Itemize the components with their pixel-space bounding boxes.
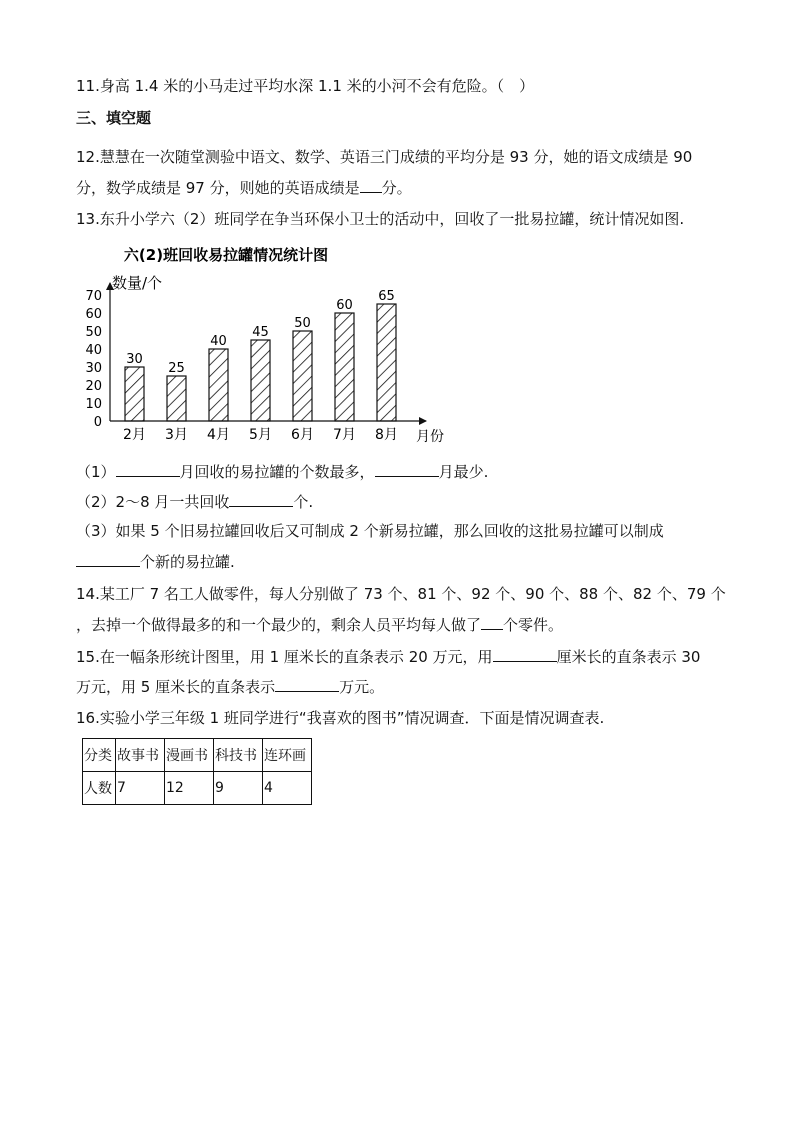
section-title: 三、填空题 bbox=[76, 109, 152, 127]
chart-bar bbox=[209, 349, 228, 421]
question-15-line1: 15.在一幅条形统计图里，用 1 厘米长的直条表示 20 万元，用 厘米长的直条表示 30 bbox=[76, 648, 701, 666]
chart-bar bbox=[167, 376, 186, 421]
table-cell: 12 bbox=[165, 772, 214, 805]
question-13-part2: （2）2～8 月一共回收 个. bbox=[76, 493, 314, 511]
chart-bar bbox=[335, 313, 354, 421]
table-header-row bbox=[83, 739, 312, 772]
recycling-bar-chart bbox=[76, 238, 456, 448]
chart-bar bbox=[377, 304, 396, 421]
chart-data-label: 60 bbox=[336, 298, 353, 313]
chart-y-tick-label: 30 bbox=[85, 361, 102, 376]
chart-ylabel: 数量/个 bbox=[112, 274, 163, 292]
answer-blank[interactable] bbox=[360, 177, 382, 193]
table-cell: 4 bbox=[263, 772, 312, 805]
chart-x-tick-label: 8月 bbox=[375, 427, 398, 443]
question-13-part3-line1: （3）如果 5 个旧易拉罐回收后又可制成 2 个新易拉罐，那么回收的这批易拉罐可以制成 bbox=[76, 522, 664, 540]
chart-bar bbox=[125, 367, 144, 421]
chart-x-tick-label: 4月 bbox=[207, 427, 230, 443]
chart-y-tick-label: 10 bbox=[85, 397, 102, 412]
chart-x-tick-label: 2月 bbox=[123, 427, 146, 443]
answer-blank[interactable] bbox=[481, 614, 503, 630]
chart-y-tick-label: 40 bbox=[85, 343, 102, 358]
question-11 bbox=[76, 76, 534, 96]
answer-blank[interactable] bbox=[229, 491, 293, 507]
chart-bar bbox=[251, 340, 270, 421]
question-13-intro: 13.东升小学六（2）班同学在争当环保小卫士的活动中，回收了一批易拉罐，统计情况如图. bbox=[76, 210, 685, 228]
question-14-line1: 14.某工厂 7 名工人做零件，每人分别做了 73 个、81 个、92 个、90 个、88 个、82 个、79 个 bbox=[76, 585, 726, 603]
chart-bar bbox=[293, 331, 312, 421]
chart-data-label: 50 bbox=[294, 316, 311, 331]
chart-x-axis-arrow bbox=[419, 417, 427, 425]
answer-blank[interactable] bbox=[116, 461, 180, 477]
answer-blank[interactable] bbox=[493, 646, 557, 662]
chart-title: 六(2)班回收易拉罐情况统计图 bbox=[123, 246, 329, 264]
chart-x-tick-label: 6月 bbox=[291, 427, 314, 443]
chart-data-label: 65 bbox=[378, 289, 395, 304]
question-13-part3-line2: 个新的易拉罐. bbox=[76, 551, 235, 572]
chart-data-label: 45 bbox=[252, 325, 269, 340]
table-cell: 人数 bbox=[83, 772, 116, 805]
chart-x-tick-label: 7月 bbox=[333, 427, 356, 443]
chart-x-tick-label: 3月 bbox=[165, 427, 188, 443]
table-row bbox=[83, 772, 312, 805]
chart-y-tick-label: 0 bbox=[93, 415, 102, 430]
table-cell: 9 bbox=[214, 772, 263, 805]
chart-x-tick-label: 5月 bbox=[249, 427, 272, 443]
chart-data-label: 30 bbox=[126, 352, 143, 367]
chart-y-tick-label: 60 bbox=[85, 307, 102, 322]
chart-y-tick-label: 20 bbox=[85, 379, 102, 394]
answer-blank[interactable] bbox=[76, 551, 140, 567]
chart-xlabel: 月份 bbox=[416, 429, 444, 445]
question-15-line2: 万元，用 5 厘米长的直条表示 万元。 bbox=[76, 678, 385, 696]
table-cell: 漫画书 bbox=[165, 739, 214, 772]
chart-data-label: 40 bbox=[210, 334, 227, 349]
table-cell: 7 bbox=[116, 772, 165, 805]
table-cell: 连环画 bbox=[263, 739, 312, 772]
question-12-line2: 分，数学成绩是 97 分，则她的英语成绩是 分。 bbox=[76, 179, 412, 197]
table-cell: 科技书 bbox=[214, 739, 263, 772]
question-14-line2: ，去掉一个做得最多的和一个最少的，剩余人员平均每人做了 个零件。 bbox=[76, 616, 564, 634]
answer-blank[interactable] bbox=[375, 461, 439, 477]
chart-data-label: 25 bbox=[168, 361, 185, 376]
question-13-part1: （1） 月回收的易拉罐的个数最多， 月最少. bbox=[76, 463, 489, 481]
table-cell: 分类 bbox=[83, 739, 116, 772]
question-12-line1: 12.慧慧在一次随堂测验中语文、数学、英语三门成绩的平均分是 93 分，她的语文成绩是 90 bbox=[76, 148, 693, 166]
chart-y-tick-label: 70 bbox=[85, 289, 102, 304]
question-11-text: 11.身高 1.4 米的小马走过平均水深 1.1 米的小河不会有危险。（ ） bbox=[76, 77, 535, 95]
answer-blank[interactable] bbox=[275, 676, 339, 692]
chart-y-tick-label: 50 bbox=[85, 325, 102, 340]
question-16-intro: 16.实验小学三年级 1 班同学进行“我喜欢的图书”情况调查．下面是情况调查表. bbox=[76, 709, 605, 727]
book-survey-table bbox=[82, 738, 312, 805]
table-cell: 故事书 bbox=[116, 739, 165, 772]
